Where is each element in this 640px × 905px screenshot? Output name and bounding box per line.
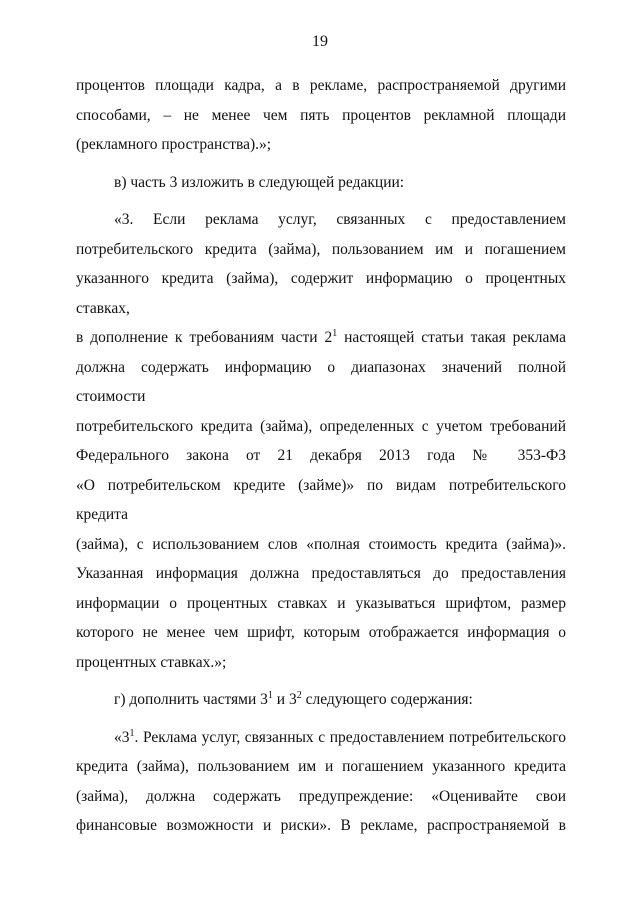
text-fragment: г) дополнить частями 3 (114, 691, 268, 708)
text-line: финансовые возможности и риски». В рекламе, распространяемой в (76, 817, 566, 834)
text-fragment: «3 (114, 728, 130, 746)
text-line: информации о процентных ставках и указываться шрифтом, размер (76, 594, 566, 612)
paragraph-item-v (76, 168, 566, 198)
text-line: «О потребительском кредите (займе)» по видам потребительского кредита (76, 476, 566, 523)
text-line: кредита (займа), пользованием им и погашением указанного кредита (76, 758, 566, 775)
paragraph-item-g (76, 685, 566, 715)
text-fragment: настоящей статьи такая реклама (344, 329, 566, 346)
text-line: потребительского кредита (займа), пользованием им и погашением (76, 240, 566, 258)
text-line: Указанная информация должна предоставляться до предоставления (76, 565, 566, 582)
superscript: 2 (296, 689, 302, 701)
superscript: 1 (129, 727, 135, 739)
text-line: (займа), должна содержать предупреждение: «Оценивайте свои (76, 787, 566, 805)
text-line: в) часть 3 изложить в следующей редакции: (114, 173, 405, 191)
text-line-with-superscript (76, 685, 566, 715)
text-fragment: и 3 (272, 691, 297, 708)
text-fragment: следующего содержания: (301, 691, 473, 708)
paragraph-part-3-1 (76, 723, 566, 841)
text-line: способами, – не менее чем пять процентов рекламной площади (76, 106, 566, 124)
superscript: 1 (332, 327, 338, 339)
text-line: Федерального закона от 21 декабря 2013 года № 353-ФЗ (76, 447, 566, 464)
page-number: 19 (312, 33, 328, 50)
text-fragment: . Реклама услуг, связанных с предоставлением потребительского (134, 728, 566, 746)
text-line-with-superscript (76, 323, 566, 353)
paragraph-part-3 (76, 205, 566, 677)
text-line: (рекламного пространства).»; (76, 136, 272, 153)
text-line: должна содержать информацию о диапазонах значений полной стоимости (76, 358, 566, 405)
text-line: процентных ставках.»; (76, 653, 227, 671)
text-line: «3. Если реклама услуг, связанных с предоставлением (114, 211, 566, 228)
paragraph-continuation (76, 71, 566, 160)
text-line: процентов площади кадра, а в рекламе, распространяемой другими (76, 77, 566, 94)
text-line: потребительского кредита (займа), определенных с учетом требований (76, 417, 566, 435)
text-fragment: в дополнение к требованиям части 2 (76, 329, 333, 346)
text-line: которого не менее чем шрифт, которым отображается информация о (76, 624, 566, 641)
text-line: (займа), с использованием слов «полная стоимость кредита (займа)». (76, 535, 566, 553)
text-line: указанного кредита (займа), содержит информацию о процентных ставках, (76, 270, 566, 317)
document-body (76, 71, 566, 841)
text-line-with-superscript (76, 723, 566, 753)
superscript: 1 (267, 689, 273, 701)
